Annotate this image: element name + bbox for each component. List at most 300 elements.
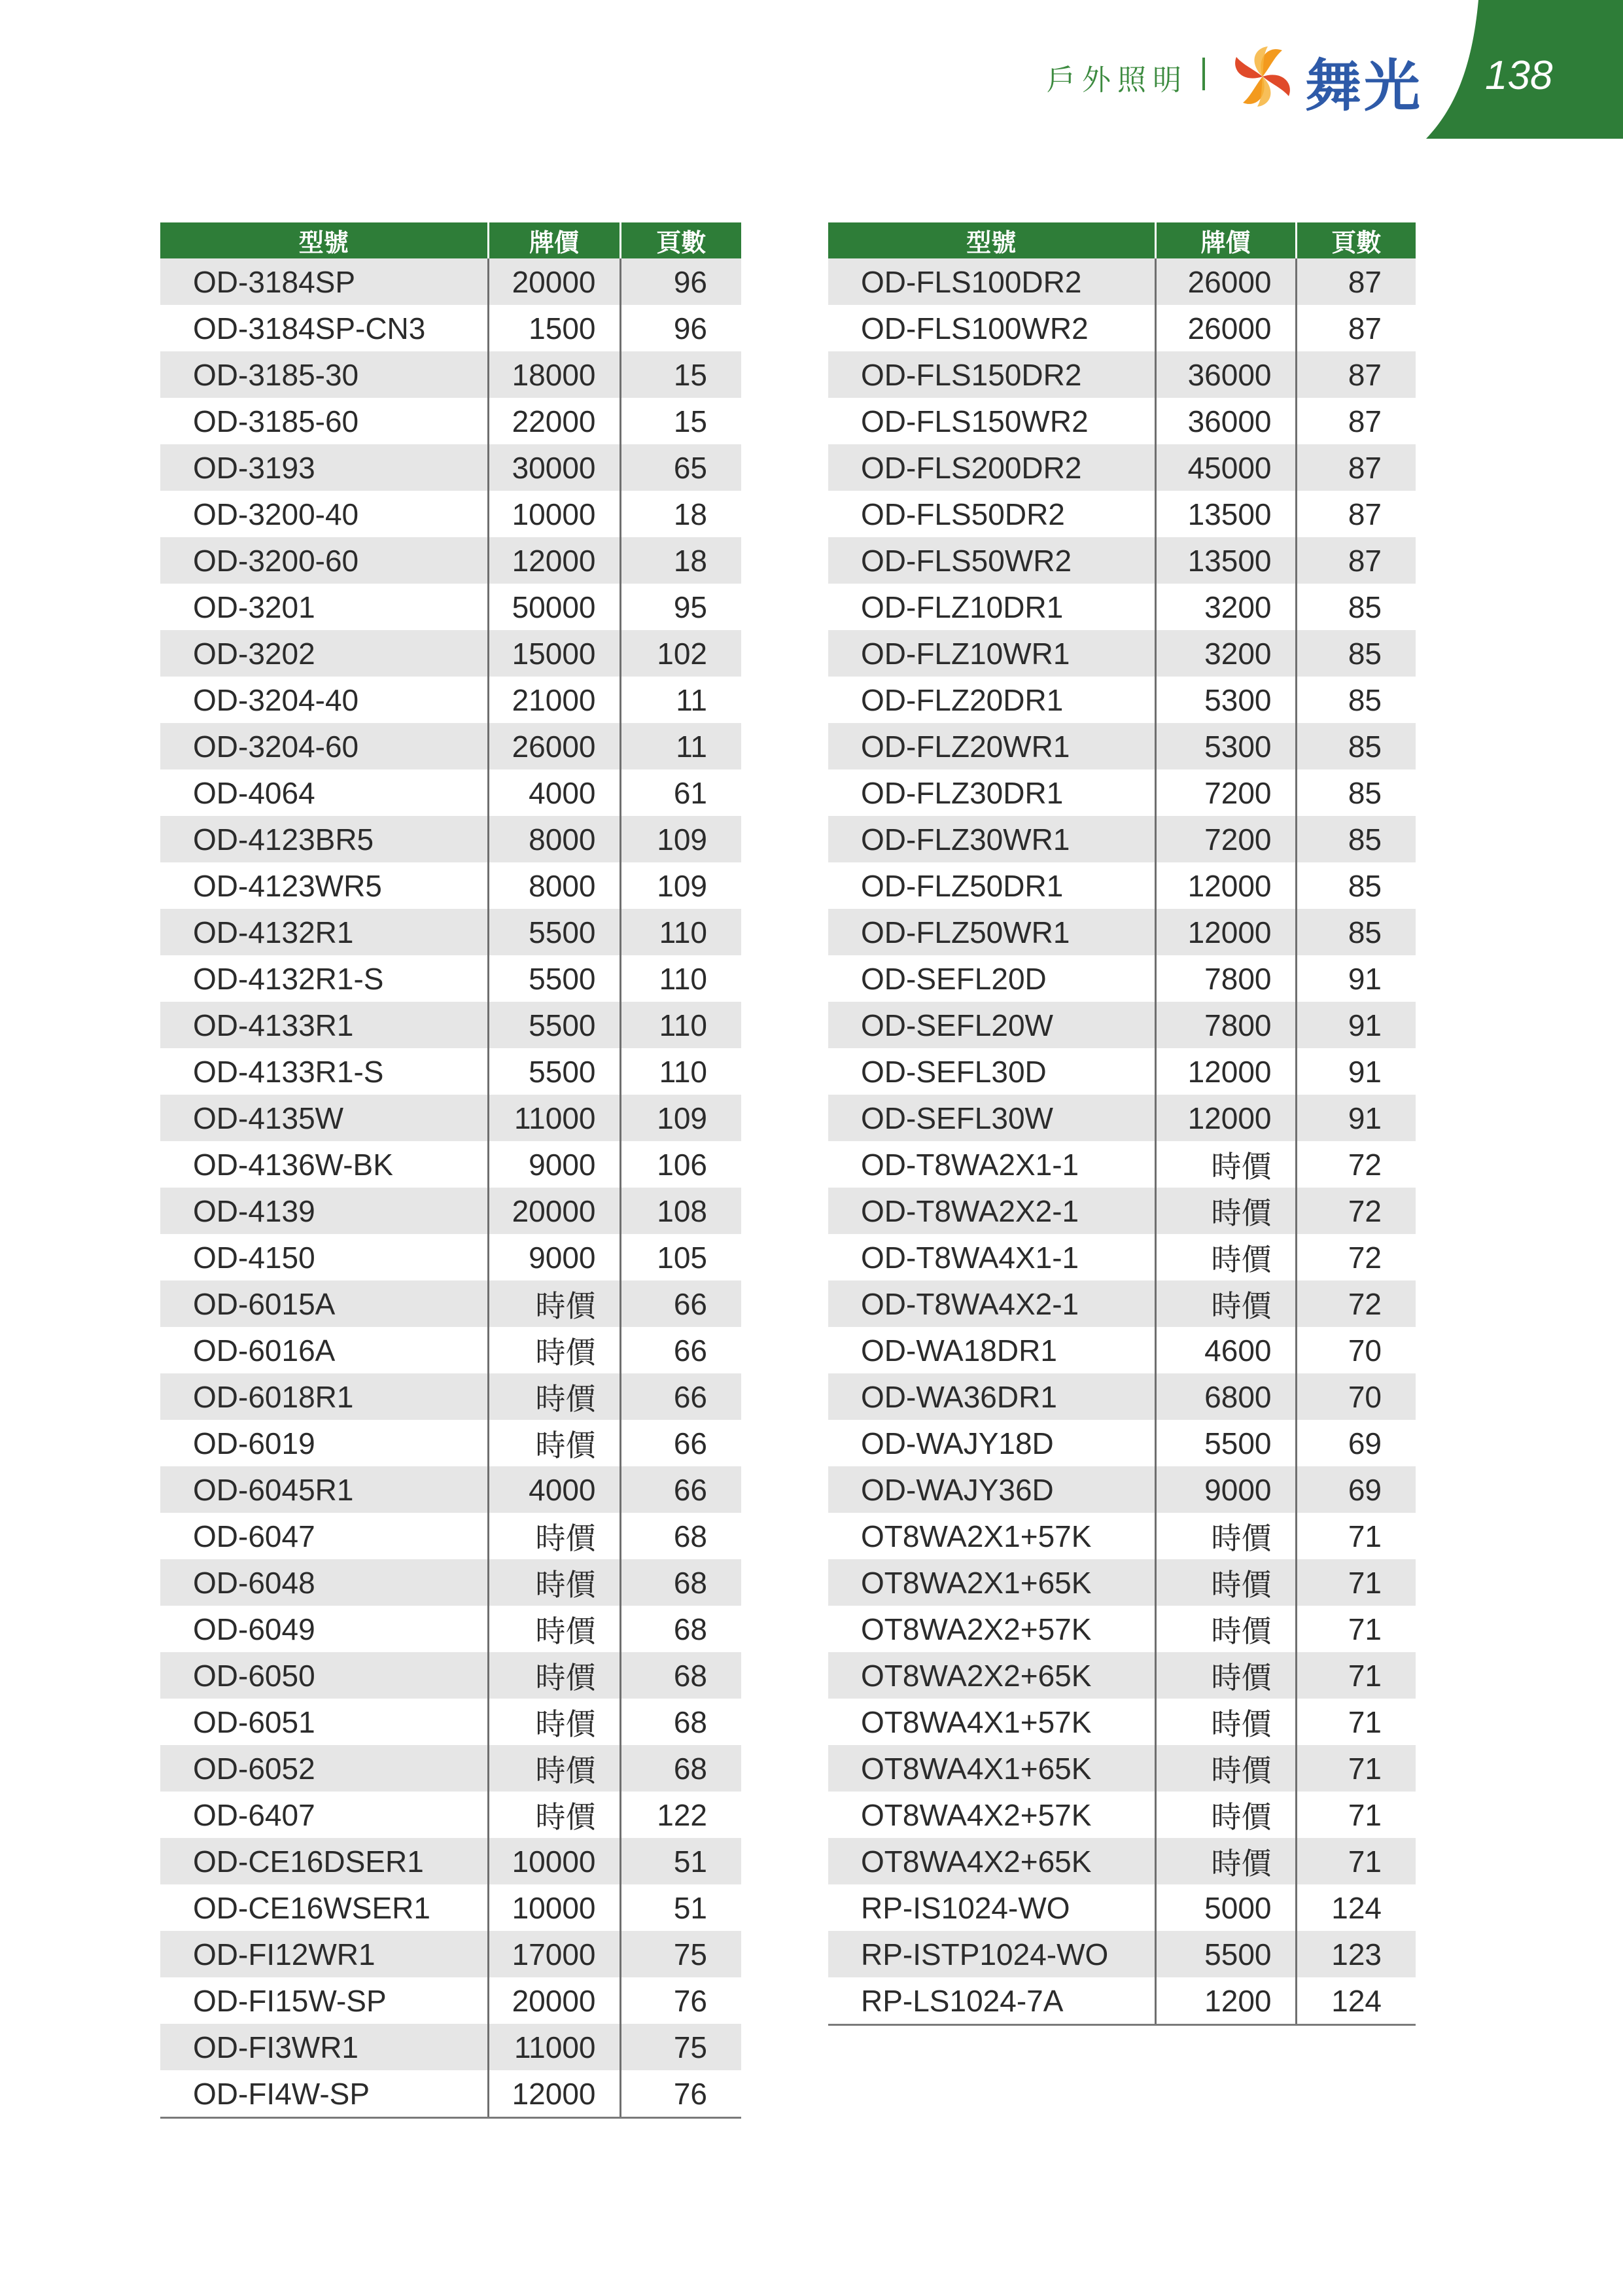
cell-model: OD-T8WA4X2-1 — [828, 1280, 1155, 1327]
table-row — [828, 955, 1416, 1002]
cell-price: 時價 — [488, 1373, 620, 1420]
cell-price: 3200 — [1155, 630, 1296, 677]
table-row — [828, 1745, 1416, 1792]
table-row — [160, 769, 741, 816]
table-row — [828, 1002, 1416, 1048]
cell-page: 68 — [620, 1513, 741, 1559]
cell-page: 51 — [620, 1884, 741, 1931]
cell-model: OD-WAJY18D — [861, 1426, 1054, 1460]
table-row — [160, 1977, 741, 2024]
cell-page: 66 — [620, 1280, 741, 1327]
cell-price: 時價 — [1155, 1188, 1296, 1234]
table-row — [828, 1373, 1416, 1420]
cell-model: OD-FI4W-SP — [160, 2070, 488, 2118]
table-row — [160, 1652, 741, 1699]
cell-model: OD-FLZ10WR1 — [828, 630, 1155, 677]
cell-page: 72 — [1296, 1234, 1416, 1280]
price-table-left — [160, 222, 741, 2119]
table-row — [160, 1373, 741, 1420]
cell-model: OD-3200-40 — [193, 497, 359, 531]
cell-price: 5500 — [1155, 1420, 1296, 1466]
table-row — [160, 258, 741, 305]
cell-model: OD-FLS200DR2 — [828, 444, 1155, 491]
cell-price: 時價 — [1155, 1652, 1296, 1699]
cell-page: 122 — [620, 1792, 741, 1838]
cell-model: OD-SEFL20W — [828, 1002, 1155, 1048]
table-row — [828, 584, 1416, 630]
table-row — [160, 2070, 741, 2118]
cell-price: 12000 — [488, 537, 620, 584]
cell-page: 75 — [620, 1931, 741, 1977]
cell-model: OD-6047 — [193, 1519, 315, 1553]
cell-price: 8000 — [488, 862, 620, 909]
cell-page: 72 — [1296, 1141, 1416, 1188]
table-row — [160, 1234, 741, 1280]
table-row — [828, 1327, 1416, 1373]
cell-page: 91 — [1296, 1002, 1416, 1048]
table-row — [828, 1699, 1416, 1745]
cell-page: 71 — [1296, 1559, 1416, 1606]
cell-page: 105 — [620, 1234, 741, 1280]
table-row — [160, 1002, 741, 1048]
table-row — [160, 1048, 741, 1095]
cell-page: 91 — [1296, 1095, 1416, 1141]
cell-page: 68 — [620, 1652, 741, 1699]
cell-model: OD-4136W-BK — [193, 1147, 393, 1182]
cell-price: 時價 — [1155, 1280, 1296, 1327]
cell-model: OD-FLZ20DR1 — [861, 682, 1064, 717]
table-row — [160, 630, 741, 677]
cell-model: OD-6045R1 — [160, 1466, 488, 1513]
cell-model: OD-6051 — [193, 1704, 315, 1739]
cell-price: 4000 — [488, 1466, 620, 1513]
cell-price: 時價 — [1155, 1606, 1296, 1652]
table-row — [828, 1792, 1416, 1838]
cell-page: 71 — [1296, 1838, 1416, 1884]
cell-page: 108 — [620, 1188, 741, 1234]
cell-price: 5300 — [1155, 677, 1296, 723]
cell-model: OT8WA2X1+57K — [861, 1519, 1092, 1553]
cell-price: 22000 — [488, 398, 620, 444]
cell-price: 時價 — [1155, 1141, 1296, 1188]
cell-page: 66 — [620, 1466, 741, 1513]
cell-model: OD-4133R1 — [160, 1002, 488, 1048]
table-row — [828, 1513, 1416, 1559]
cell-price: 1200 — [1155, 1977, 1296, 2025]
cell-model: OT8WA2X1+65K — [828, 1559, 1155, 1606]
cell-model: OD-4064 — [193, 775, 315, 810]
page-number: 138 — [1485, 53, 1553, 98]
cell-page: 109 — [620, 816, 741, 862]
table-row — [828, 398, 1416, 444]
column-header-price: 牌價 — [1155, 222, 1296, 258]
table-row — [160, 909, 741, 955]
table-row — [160, 723, 741, 769]
cell-page: 96 — [620, 258, 741, 305]
cell-price: 21000 — [488, 677, 620, 723]
cell-page: 71 — [1296, 1606, 1416, 1652]
table-row — [828, 862, 1416, 909]
table-row — [828, 723, 1416, 769]
cell-price: 36000 — [1155, 351, 1296, 398]
cell-model: OT8WA4X1+65K — [828, 1745, 1155, 1792]
cell-price: 時價 — [488, 1745, 620, 1792]
table-row — [828, 1838, 1416, 1884]
cell-page: 85 — [1296, 909, 1416, 955]
table-row — [828, 537, 1416, 584]
cell-price: 時價 — [1155, 1838, 1296, 1884]
cell-price: 5500 — [1155, 1931, 1296, 1977]
cell-model: OD-4135W — [160, 1095, 488, 1141]
cell-page: 71 — [1296, 1513, 1416, 1559]
cell-model: OD-4132R1-S — [193, 961, 384, 996]
cell-model: OD-6015A — [160, 1280, 488, 1327]
cell-model: OD-4133R1-S — [193, 1054, 384, 1089]
table-header-row — [828, 222, 1416, 258]
cell-model: OD-WAJY36D — [828, 1466, 1155, 1513]
cell-page: 87 — [1296, 444, 1416, 491]
cell-model: OD-3204-40 — [193, 682, 359, 717]
cell-model: OD-6049 — [193, 1612, 315, 1646]
cell-price: 10000 — [488, 1838, 620, 1884]
cell-page: 51 — [620, 1838, 741, 1884]
table-row — [160, 1699, 741, 1745]
cell-page: 87 — [1296, 537, 1416, 584]
cell-page: 91 — [1296, 1048, 1416, 1095]
cell-model: OD-4150 — [193, 1240, 315, 1275]
cell-model: OD-4123BR5 — [160, 816, 488, 862]
cell-model: OD-6050 — [160, 1652, 488, 1699]
cell-price: 13500 — [1155, 537, 1296, 584]
cell-price: 時價 — [1155, 1699, 1296, 1745]
table-row — [828, 305, 1416, 351]
cell-price: 9000 — [488, 1141, 620, 1188]
cell-page: 76 — [620, 1977, 741, 2024]
cell-model: OD-4132R1 — [160, 909, 488, 955]
cell-price: 20000 — [488, 1977, 620, 2024]
cell-model: OT8WA4X2+65K — [828, 1838, 1155, 1884]
cell-model: OD-3185-60 — [193, 404, 359, 438]
table-row — [160, 1141, 741, 1188]
cell-page: 91 — [1296, 955, 1416, 1002]
cell-model: OD-FLS100WR2 — [861, 311, 1089, 345]
cell-page: 110 — [620, 909, 741, 955]
cell-price: 4600 — [1155, 1327, 1296, 1373]
table-row — [828, 258, 1416, 305]
cell-page: 68 — [620, 1745, 741, 1792]
cell-model: OD-CE16DSER1 — [160, 1838, 488, 1884]
table-row — [160, 1188, 741, 1234]
cell-page: 109 — [620, 1095, 741, 1141]
cell-page: 72 — [1296, 1280, 1416, 1327]
cell-model: OT8WA2X2+57K — [861, 1612, 1092, 1646]
table-row — [828, 1420, 1416, 1466]
cell-price: 12000 — [1155, 909, 1296, 955]
cell-model: OT8WA4X1+57K — [861, 1704, 1092, 1739]
cell-price: 9000 — [1155, 1466, 1296, 1513]
cell-price: 10000 — [488, 1884, 620, 1931]
table-row — [160, 955, 741, 1002]
cell-model: OD-6019 — [193, 1426, 315, 1460]
table-row — [160, 305, 741, 351]
cell-page: 18 — [620, 537, 741, 584]
cell-model: OD-3184SP-CN3 — [193, 311, 426, 345]
table-row — [828, 1559, 1416, 1606]
table-row — [160, 1327, 741, 1373]
cell-price: 20000 — [488, 1188, 620, 1234]
cell-price: 20000 — [488, 258, 620, 305]
cell-price: 18000 — [488, 351, 620, 398]
cell-price: 12000 — [1155, 1095, 1296, 1141]
cell-price: 12000 — [1155, 862, 1296, 909]
cell-page: 68 — [620, 1559, 741, 1606]
cell-page: 76 — [620, 2070, 741, 2118]
cell-model: OD-CE16WSER1 — [193, 1890, 430, 1925]
cell-model: OD-FLZ30DR1 — [861, 775, 1064, 810]
cell-page: 75 — [620, 2024, 741, 2070]
cell-page: 61 — [620, 769, 741, 816]
table-row — [160, 1606, 741, 1652]
table-row — [160, 1792, 741, 1838]
cell-price: 50000 — [488, 584, 620, 630]
cell-price: 10000 — [488, 491, 620, 537]
brand-logo-icon — [1223, 41, 1302, 113]
cell-price: 1500 — [488, 305, 620, 351]
cell-price: 時價 — [1155, 1559, 1296, 1606]
cell-price: 時價 — [1155, 1792, 1296, 1838]
cell-price: 11000 — [488, 2024, 620, 2070]
cell-model: OD-FI3WR1 — [160, 2024, 488, 2070]
cell-model: OD-3184SP — [160, 258, 488, 305]
cell-page: 85 — [1296, 677, 1416, 723]
cell-page: 11 — [620, 677, 741, 723]
table-row — [828, 444, 1416, 491]
cell-model: OD-4123WR5 — [193, 868, 382, 903]
cell-page: 87 — [1296, 258, 1416, 305]
cell-page: 66 — [620, 1327, 741, 1373]
cell-model: OD-T8WA2X2-1 — [828, 1188, 1155, 1234]
column-header-model: 型號 — [160, 222, 488, 258]
cell-page: 15 — [620, 351, 741, 398]
header-category: 戶外照明 — [1047, 63, 1188, 97]
table-row — [828, 769, 1416, 816]
cell-price: 時價 — [1155, 1513, 1296, 1559]
cell-price: 時價 — [488, 1606, 620, 1652]
cell-price: 4000 — [488, 769, 620, 816]
cell-price: 時價 — [1155, 1234, 1296, 1280]
cell-price: 7200 — [1155, 769, 1296, 816]
cell-model: OD-6016A — [193, 1333, 336, 1368]
cell-page: 85 — [1296, 584, 1416, 630]
cell-price: 17000 — [488, 1931, 620, 1977]
cell-model: OD-6048 — [160, 1559, 488, 1606]
table-row — [828, 1141, 1416, 1188]
cell-page: 68 — [620, 1699, 741, 1745]
cell-price: 9000 — [488, 1234, 620, 1280]
cell-page: 15 — [620, 398, 741, 444]
cell-model: OD-FLS150DR2 — [828, 351, 1155, 398]
cell-price: 36000 — [1155, 398, 1296, 444]
cell-price: 時價 — [488, 1699, 620, 1745]
cell-model: OT8WA2X2+65K — [828, 1652, 1155, 1699]
table-row — [160, 1559, 741, 1606]
cell-model: OD-T8WA2X1-1 — [861, 1147, 1079, 1182]
cell-model: OD-WA18DR1 — [861, 1333, 1057, 1368]
cell-model: OD-FLZ50DR1 — [861, 868, 1064, 903]
cell-page: 69 — [1296, 1466, 1416, 1513]
cell-model: OD-SEFL30D — [861, 1054, 1047, 1089]
cell-price: 7800 — [1155, 955, 1296, 1002]
cell-model: OD-3201 — [193, 590, 315, 624]
brand-name: 舞光 — [1305, 54, 1423, 119]
cell-model: OD-FI15W-SP — [193, 1983, 387, 2018]
table-row — [160, 1095, 741, 1141]
cell-page: 110 — [620, 1048, 741, 1095]
cell-page: 102 — [620, 630, 741, 677]
cell-price: 26000 — [1155, 305, 1296, 351]
table-row — [160, 1420, 741, 1466]
cell-model: OD-SEFL30W — [828, 1095, 1155, 1141]
cell-price: 時價 — [488, 1652, 620, 1699]
table-row — [828, 1234, 1416, 1280]
column-header-price: 牌價 — [488, 222, 620, 258]
cell-price: 時價 — [488, 1559, 620, 1606]
cell-price: 30000 — [488, 444, 620, 491]
table-row — [160, 862, 741, 909]
cell-page: 85 — [1296, 816, 1416, 862]
cell-price: 13500 — [1155, 491, 1296, 537]
cell-price: 7800 — [1155, 1002, 1296, 1048]
cell-model: OT8WA4X2+57K — [861, 1797, 1092, 1832]
cell-price: 3200 — [1155, 584, 1296, 630]
cell-price: 時價 — [488, 1327, 620, 1373]
table-row — [828, 1652, 1416, 1699]
cell-price: 5500 — [488, 909, 620, 955]
cell-page: 95 — [620, 584, 741, 630]
cell-page: 65 — [620, 444, 741, 491]
cell-model: OD-SEFL20D — [861, 961, 1047, 996]
table-row — [160, 584, 741, 630]
cell-price: 11000 — [488, 1095, 620, 1141]
table-row — [160, 816, 741, 862]
table-row — [160, 351, 741, 398]
cell-price: 時價 — [488, 1420, 620, 1466]
cell-page: 68 — [620, 1606, 741, 1652]
table-row — [828, 909, 1416, 955]
cell-price: 5500 — [488, 1002, 620, 1048]
table-row — [160, 677, 741, 723]
cell-model: RP-ISTP1024-WO — [828, 1931, 1155, 1977]
cell-price: 時價 — [1155, 1745, 1296, 1792]
cell-model: OD-FLS50WR2 — [828, 537, 1155, 584]
cell-price: 15000 — [488, 630, 620, 677]
cell-model: OD-WA36DR1 — [828, 1373, 1155, 1420]
cell-page: 71 — [1296, 1745, 1416, 1792]
cell-price: 時價 — [488, 1513, 620, 1559]
table-row — [828, 1977, 1416, 2025]
table-row — [160, 537, 741, 584]
cell-page: 106 — [620, 1141, 741, 1188]
cell-model: OD-FLZ50WR1 — [828, 909, 1155, 955]
table-row — [160, 1931, 741, 1977]
cell-model: OD-6052 — [160, 1745, 488, 1792]
column-header-model: 型號 — [828, 222, 1155, 258]
cell-price: 26000 — [1155, 258, 1296, 305]
cell-page: 124 — [1296, 1884, 1416, 1931]
table-row — [828, 491, 1416, 537]
table-row — [828, 816, 1416, 862]
table-row — [828, 1884, 1416, 1931]
cell-price: 5300 — [1155, 723, 1296, 769]
cell-price: 5000 — [1155, 1884, 1296, 1931]
cell-price: 45000 — [1155, 444, 1296, 491]
table-row — [160, 1280, 741, 1327]
cell-page: 110 — [620, 955, 741, 1002]
cell-price: 12000 — [1155, 1048, 1296, 1095]
table-row — [828, 351, 1416, 398]
cell-model: OD-3185-30 — [160, 351, 488, 398]
cell-price: 12000 — [488, 2070, 620, 2118]
cell-page: 70 — [1296, 1327, 1416, 1373]
table-row — [160, 1466, 741, 1513]
table-row — [160, 2024, 741, 2070]
cell-page: 123 — [1296, 1931, 1416, 1977]
cell-model: OD-4139 — [160, 1188, 488, 1234]
cell-page: 66 — [620, 1373, 741, 1420]
cell-page: 71 — [1296, 1652, 1416, 1699]
cell-model: OD-FLZ10DR1 — [861, 590, 1064, 624]
table-row — [160, 491, 741, 537]
cell-page: 87 — [1296, 398, 1416, 444]
cell-page: 85 — [1296, 862, 1416, 909]
cell-page: 96 — [620, 305, 741, 351]
cell-page: 11 — [620, 723, 741, 769]
table-row — [160, 1745, 741, 1792]
cell-page: 71 — [1296, 1699, 1416, 1745]
cell-price: 時價 — [488, 1792, 620, 1838]
column-header-page: 頁數 — [1296, 222, 1416, 258]
cell-model: RP-IS1024-WO — [861, 1890, 1070, 1925]
cell-page: 66 — [620, 1420, 741, 1466]
cell-model: OD-FLZ20WR1 — [828, 723, 1155, 769]
cell-page: 110 — [620, 1002, 741, 1048]
cell-page: 85 — [1296, 769, 1416, 816]
cell-price: 5500 — [488, 955, 620, 1002]
cell-page: 124 — [1296, 1977, 1416, 2025]
cell-model: OD-FLZ30WR1 — [828, 816, 1155, 862]
cell-page: 87 — [1296, 351, 1416, 398]
cell-model: OD-6018R1 — [160, 1373, 488, 1420]
table-row — [828, 630, 1416, 677]
cell-model: OD-3204-60 — [160, 723, 488, 769]
table-row — [828, 1048, 1416, 1095]
table-row — [828, 1095, 1416, 1141]
cell-model: OD-FI12WR1 — [160, 1931, 488, 1977]
cell-page: 69 — [1296, 1420, 1416, 1466]
table-row — [828, 1606, 1416, 1652]
table-row — [828, 1466, 1416, 1513]
table-row — [160, 398, 741, 444]
cell-model: OD-T8WA4X1-1 — [861, 1240, 1079, 1275]
cell-page: 87 — [1296, 305, 1416, 351]
cell-model: OD-3202 — [160, 630, 488, 677]
cell-page: 85 — [1296, 723, 1416, 769]
cell-page: 71 — [1296, 1792, 1416, 1838]
cell-page: 18 — [620, 491, 741, 537]
table-row — [828, 1280, 1416, 1327]
cell-model: OD-FLS150WR2 — [861, 404, 1089, 438]
cell-page: 109 — [620, 862, 741, 909]
